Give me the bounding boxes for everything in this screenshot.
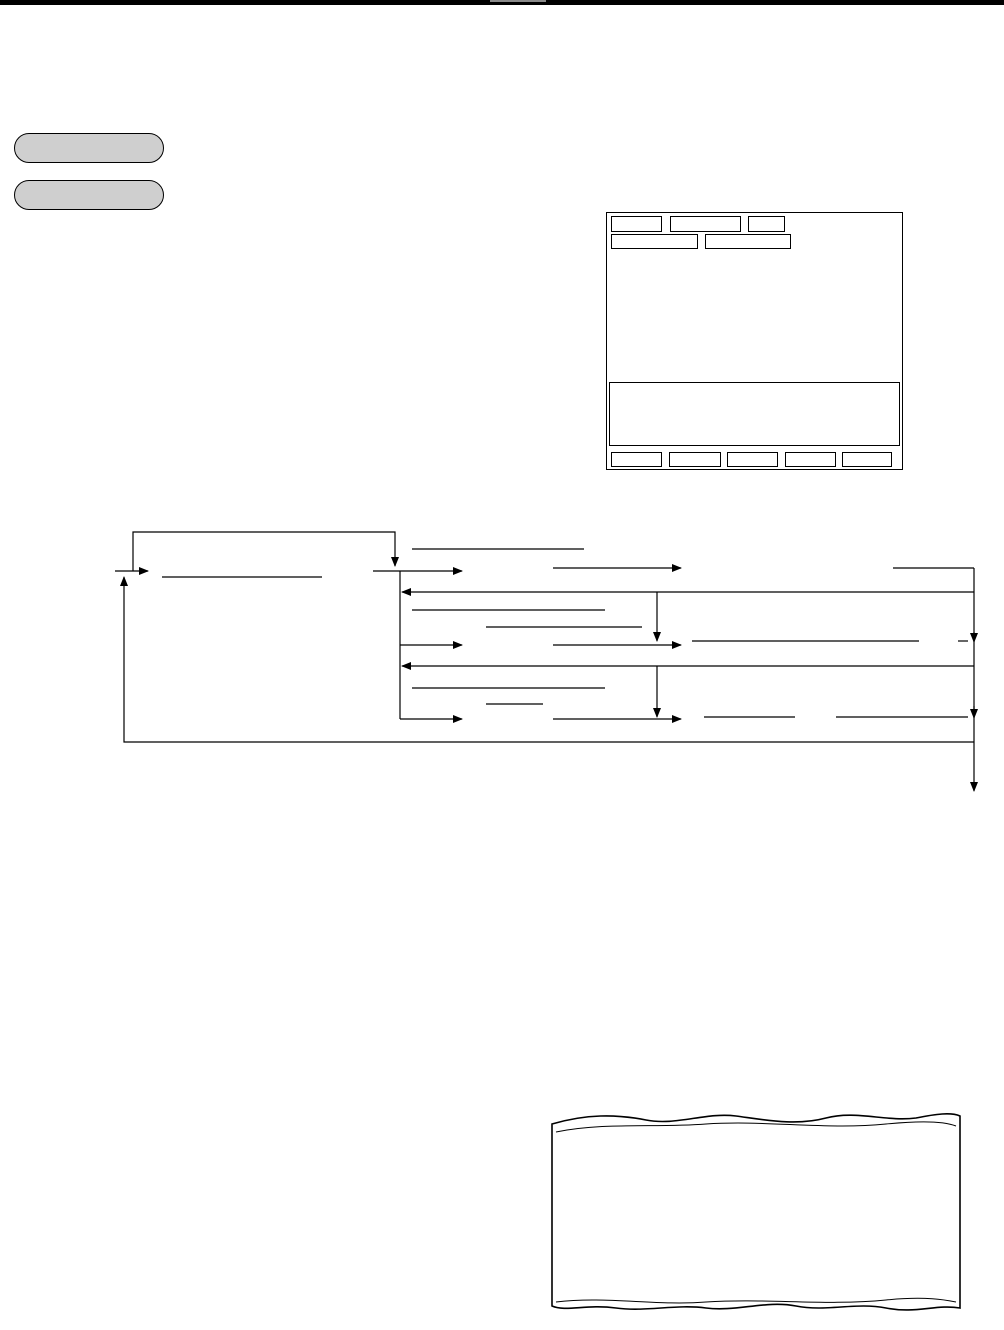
top-rule-notch — [490, 0, 546, 2]
lcd-function-key-3 — [727, 452, 778, 467]
lcd-top-tab-1 — [611, 216, 662, 232]
lcd-top-tab-2 — [670, 216, 741, 232]
operation-flowchart — [0, 520, 1004, 805]
lcd-second-tab-1 — [611, 234, 698, 249]
lcd-message-area — [609, 382, 900, 446]
receipt-outline — [552, 1114, 960, 1310]
lcd-function-key-5 — [842, 452, 892, 467]
receipt-printout — [546, 1108, 966, 1318]
flow-top-bypass — [133, 532, 395, 571]
lcd-function-key-2 — [669, 452, 721, 467]
lcd-screen-illustration — [606, 212, 903, 470]
lcd-function-key-4 — [785, 452, 836, 467]
lcd-top-tab-3 — [748, 216, 785, 232]
section-pill-2[interactable] — [14, 180, 164, 210]
section-pill-1[interactable] — [14, 133, 164, 163]
lcd-function-key-1 — [611, 452, 662, 467]
lcd-second-tab-2 — [705, 234, 791, 249]
